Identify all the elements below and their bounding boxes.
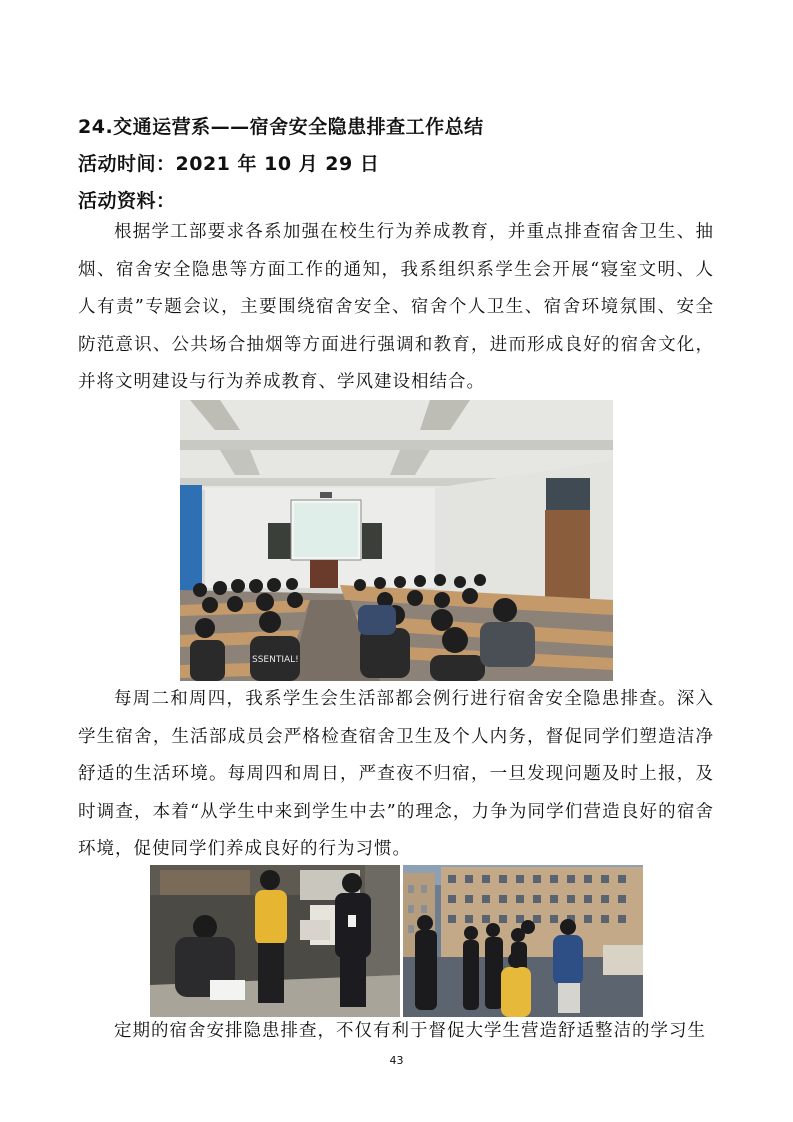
dorm-inspection-photo bbox=[150, 865, 400, 1017]
outdoor-check-photo bbox=[403, 865, 643, 1017]
activity-time: 活动时间：2021 年 10 月 29 日 bbox=[78, 153, 380, 175]
paragraph-3: 定期的宿舍安排隐患排查，不仅有利于督促大学生营造舒适整洁的学习生 bbox=[114, 1021, 706, 1041]
meeting-photo bbox=[180, 400, 613, 681]
shirt-print-text: SSENTIAL! bbox=[252, 655, 299, 665]
paragraph-1: 根据学工部要求各系加强在校生行为养成教育，并重点排查宿舍卫生、抽烟、宿舍安全隐患等方面工作的通知，我系组织系学生会开展“寝室文明、人人有责”专题会议，主要围绕宿舍安全、宿舍个人卫生、宿舍环境氛围、安全防范意识、公共场合抽烟等方面进行强调和教育，进而形成良好的宿舍文化，并将文明建设与行为养成教育、学风建设相结合。 bbox=[78, 222, 714, 392]
section-title: 24.交通运营系——宿舍安全隐患排查工作总结 bbox=[78, 116, 484, 138]
page-number: 43 bbox=[389, 1054, 404, 1067]
activity-materials-label: 活动资料： bbox=[78, 190, 176, 212]
paragraph-2: 每周二和周四，我系学生会生活部都会例行进行宿舍安全隐患排查。深入学生宿舍，生活部成员会严格检查宿舍卫生及个人内务，督促同学们塑造洁净舒适的生活环境。每周四和周日，严查夜不归宿，一旦发现问题及时上报，及时调查，本着“从学生中来到学生中去”的理念，力争为同学们营造良好的宿舍环境，促使同学们养成良好的行为习惯。 bbox=[78, 689, 714, 859]
